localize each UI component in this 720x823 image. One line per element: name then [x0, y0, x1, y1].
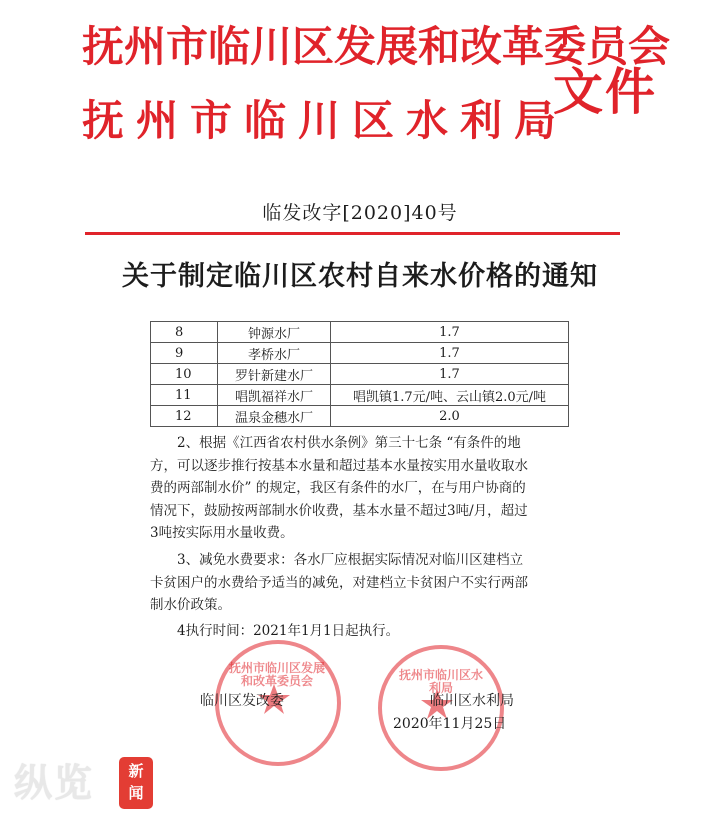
badge-char: 新: [128, 762, 144, 780]
paragraph-line: 4执行时间：2021年1月1日起执行。: [150, 623, 400, 639]
price-value: 1.7: [331, 322, 569, 343]
watermark-logo-text: 纵览: [14, 761, 95, 805]
row-number: 9: [151, 343, 218, 364]
row-number: 10: [151, 364, 218, 385]
seal-1-text: 抚州市临川区发展和改革委员会: [228, 661, 325, 688]
table-row: [151, 385, 569, 406]
water-price-table: [150, 321, 569, 427]
paragraph-line: 3、减免水费要求：各水厂应根据实际情况对临川区建档立: [150, 552, 524, 568]
signature-org-2: 临川区水利局: [430, 693, 514, 709]
row-number: 12: [151, 406, 218, 427]
row-number: 8: [151, 322, 218, 343]
issuer-line-2: 抚州市临川区水利局: [82, 96, 569, 145]
row-number: 11: [151, 385, 218, 406]
paragraph-line: 制水价政策。: [150, 597, 231, 613]
watermark-news-badge: [119, 757, 153, 809]
plant-name: 唱凯福祥水厂: [218, 385, 331, 406]
plant-name: 孝桥水厂: [218, 343, 331, 364]
paragraph-two-part-pricing: [150, 432, 570, 545]
document-number: 临发改字[2020]40号: [262, 202, 458, 224]
paragraph-effective-date: [150, 620, 570, 643]
paragraph-line: 3吨按实际用水量收费。: [150, 525, 294, 541]
issuer-line-1: 抚州市临川区发展和改革委员会: [82, 22, 671, 71]
price-value: 1.7: [331, 343, 569, 364]
table-row: [151, 322, 569, 343]
paragraph-line: 2、根据《江西省农村供水条例》第三十七条 “有条件的地: [150, 435, 521, 451]
price-value: 1.7: [331, 364, 569, 385]
paragraph-line: 情况下，鼓励按两部制水价收费，基本水量不超过3吨/月，超过: [150, 502, 528, 519]
red-divider-line: [85, 232, 620, 235]
document-title: 关于制定临川区农村自来水价格的通知: [122, 261, 598, 292]
plant-name: 钟源水厂: [218, 322, 331, 343]
signature-org-1: 临川区发改委: [200, 693, 284, 709]
paragraph-line: 卡贫困户的水费给予适当的减免，对建档立卡贫困户不实行两部: [150, 574, 528, 591]
document-label: 文件: [553, 62, 657, 121]
table-row: [151, 364, 569, 385]
table-row: [151, 406, 569, 427]
signature-date: 2020年11月25日: [393, 716, 507, 732]
table-row: [151, 343, 569, 364]
price-value: 2.0: [331, 406, 569, 427]
paragraph-line: 方，可以逐步推行按基本水量和超过基本水量按实用水量收取水: [150, 457, 528, 474]
plant-name: 温泉金穗水厂: [218, 406, 331, 427]
paragraph-line: 费的两部制水价” 的规定，我区有条件的水厂，在与用户协商的: [150, 480, 526, 496]
plant-name: 罗针新建水厂: [218, 364, 331, 385]
seal-2-text: 抚州市临川区水利局: [398, 668, 483, 695]
price-value: 唱凯镇1.7元/吨、云山镇2.0元/吨: [331, 385, 569, 406]
paragraph-fee-reduction: [150, 549, 570, 617]
badge-char: 闻: [128, 784, 144, 802]
